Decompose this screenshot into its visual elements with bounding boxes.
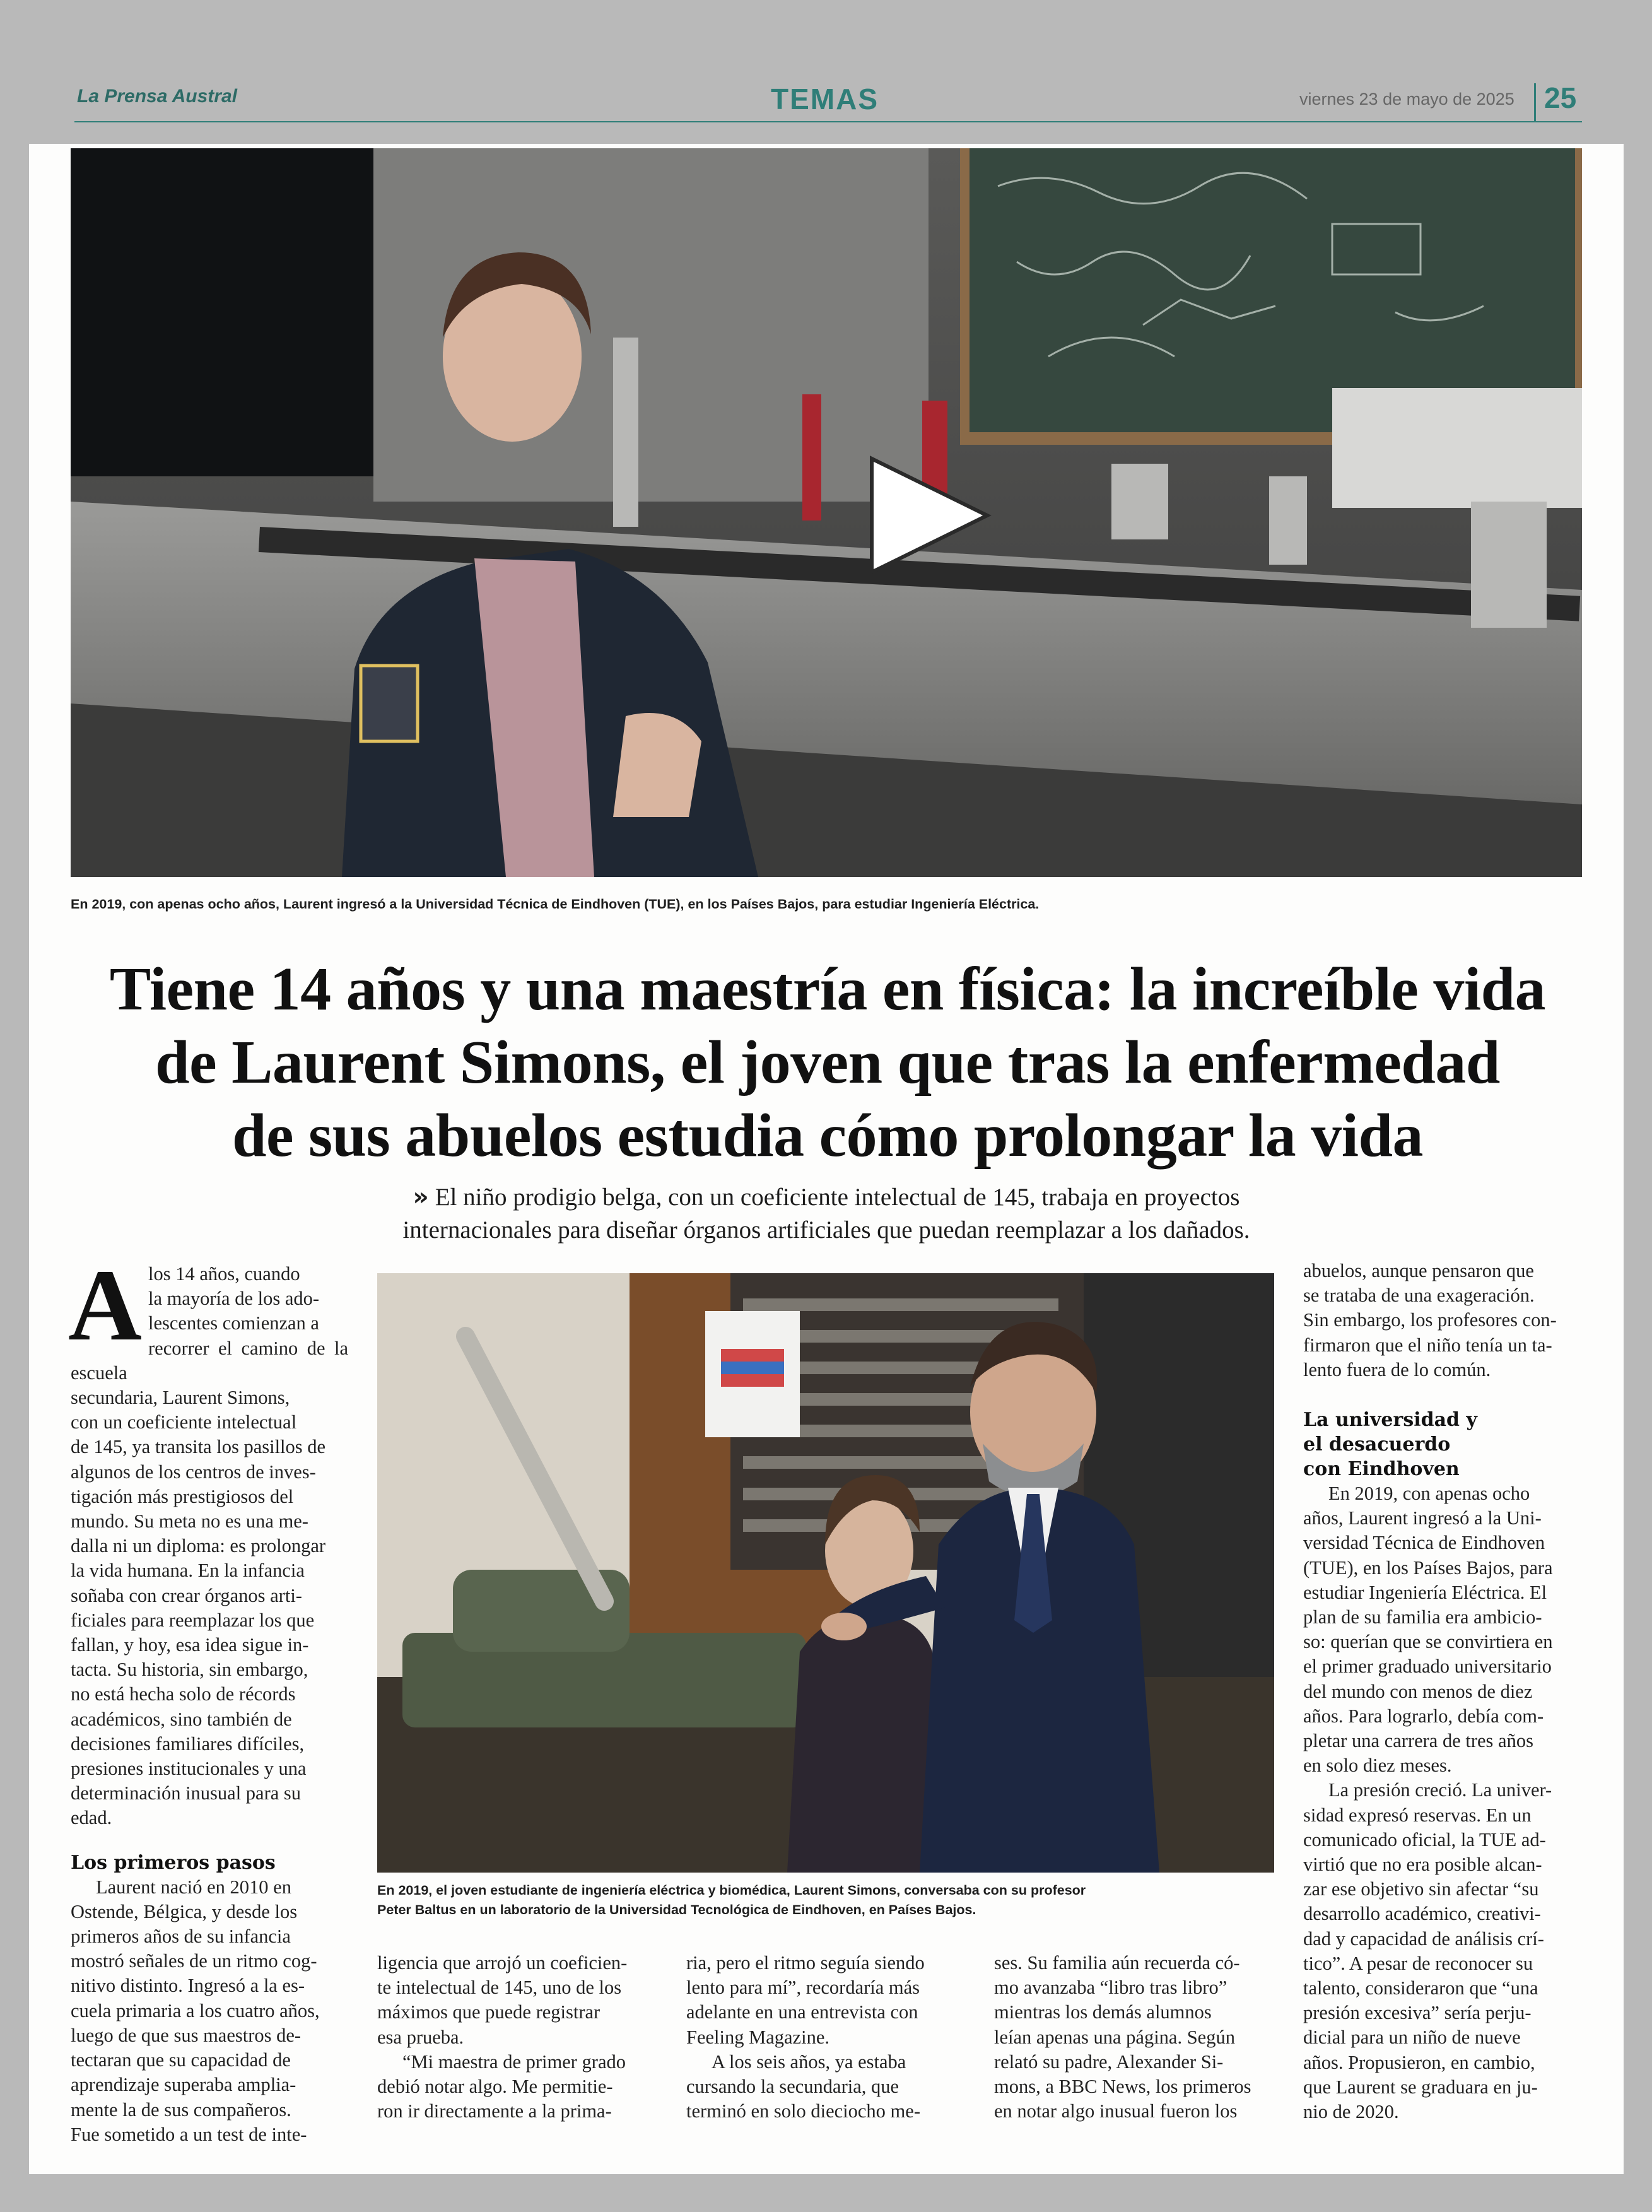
page-number: 25 (1544, 81, 1577, 114)
section-subtitle: Los primeros pasos (71, 1851, 276, 1874)
text-line: presión excesiva” sería perju- (1303, 2002, 1532, 2024)
text-line: Laurent nació en 2010 en (96, 1876, 291, 1898)
section-title: TEMAS (771, 83, 879, 115)
text-line: comunicado oficial, la TUE ad- (1303, 1828, 1546, 1850)
text-line: luego de que sus maestros de- (71, 2024, 302, 2046)
text-line: esa prueba. (377, 2026, 464, 2048)
text-line: leían apenas una página. Según (994, 2026, 1235, 2048)
text-line: debió notar algo. Me permitie- (377, 2076, 613, 2098)
text-line: mientras los demás alumnos (994, 2001, 1212, 2023)
text-line: tectaran que su capacidad de (71, 2049, 291, 2071)
article-column-5 (1303, 1259, 1585, 2124)
text-line: mons, a BBC News, los primeros (994, 2076, 1251, 2098)
text-line: años, Laurent ingresó a la Uni- (1303, 1507, 1542, 1529)
text-line: ligencia que arrojó un coeficien- (377, 1952, 628, 1974)
headline-line: de Laurent Simons, el joven que tras la enfermedad (155, 1028, 1500, 1097)
newspaper-name: La Prensa Austral (77, 86, 237, 107)
lead-photo[interactable] (71, 148, 1582, 877)
text-line: lento fuera de lo común. (1303, 1358, 1491, 1380)
professor-photo (377, 1273, 1274, 1873)
text-line: que Laurent se graduara en ju- (1303, 2076, 1538, 2098)
text-line: máximos que puede registrar (377, 2001, 600, 2023)
subheadline-line: internacionales para diseñar órganos artificiales que puedan reemplazar a los dañados. (402, 1216, 1250, 1244)
text-line: determinación inusual para su (71, 1782, 302, 1804)
text-line: ron ir directamente a la prima- (377, 2100, 612, 2122)
caption-line: En 2019, el joven estudiante de ingeniería eléctrica y biomédica, Laurent Simons, conversaba con su profesor (377, 1883, 1086, 1898)
text-line: terminó en solo dieciocho me- (686, 2100, 920, 2122)
caption-line: Peter Baltus en un laboratorio de la Universidad Tecnológica de Eindhoven, en Países Bajos. (377, 1902, 976, 1917)
text-line: firmaron que el niño tenía un ta- (1303, 1334, 1552, 1356)
text-line: el primer graduado universitario (1303, 1656, 1552, 1678)
headline (71, 953, 1585, 1172)
subtitle-line: La universidad y (1303, 1409, 1477, 1432)
article-column-1 (68, 1249, 348, 2147)
article-column-4 (994, 1951, 1277, 2124)
text-line: estudiar Ingeniería Eléctrica. El (1303, 1581, 1547, 1603)
subtitle-line: el desacuerdo (1303, 1433, 1451, 1456)
headline-line: de sus abuelos estudia cómo prolongar la vida (232, 1102, 1423, 1170)
text-line: pletar una carrera de tres años (1303, 1730, 1533, 1752)
text-line: “Mi maestra de primer grado (402, 2050, 626, 2073)
headline-line: Tiene 14 años y una maestría en física: la increíble vida (109, 955, 1546, 1023)
text-line: Ostende, Bélgica, y desde los (71, 1900, 298, 1922)
header-separator (1534, 83, 1536, 121)
text-line: secundaria, Laurent Simons, (71, 1387, 290, 1409)
text-line: mente la de sus compañeros. (71, 2098, 291, 2121)
header-rule (74, 121, 1582, 122)
text-line: edad. (71, 1807, 112, 1829)
text-line: lescentes comienzan a (148, 1312, 319, 1334)
text-line: tico”. A pesar de reconocer su (1303, 1952, 1533, 1974)
text-line: dad y capacidad de análisis crí- (1303, 1927, 1544, 1950)
text-line: tigación más prestigiosos del (71, 1485, 294, 1507)
text-line: no está hecha solo de récords (71, 1683, 296, 1705)
text-line: La presión creció. La univer- (1328, 1779, 1552, 1801)
text-line: tacta. Su historia, sin embargo, (71, 1659, 308, 1681)
text-line: con un coeficiente intelectual (71, 1411, 297, 1433)
text-line: nitivo distinto. Ingresó a la es- (71, 1975, 305, 1997)
text-line: mundo. Su meta no es una me- (71, 1510, 308, 1533)
text-line: académicos, sino también de (71, 1708, 292, 1730)
text-line: Fue sometido a un test de inte- (71, 2123, 307, 2145)
text-line: dicial para un niño de nueve (1303, 2027, 1521, 2049)
paragraph (71, 1875, 348, 2147)
text-line: presiones institucionales y una (71, 1758, 307, 1780)
publication-date: viernes 23 de mayo de 2025 (1299, 90, 1514, 109)
text-line: fallan, y hoy, esa idea sigue in- (71, 1634, 309, 1656)
text-line: algunos de los centros de inves- (71, 1461, 316, 1483)
text-line: dalla ni un diploma: es prolongar (71, 1535, 326, 1557)
text-line: talento, consideraron que “una (1303, 1977, 1538, 1999)
text-line: cuela primaria a los cuatro años, (71, 1999, 320, 2021)
text-line: plan de su familia era ambicio- (1303, 1606, 1542, 1628)
text-line: recorrer el camino de la escuela (71, 1337, 348, 1384)
text-line: años. Para lograrlo, debía com- (1303, 1705, 1544, 1727)
subheadline-line: El niño prodigio belga, con un coeficiente intelectual de 145, trabaja en proyectos (435, 1184, 1240, 1211)
text-line: Feeling Magazine. (686, 2026, 829, 2048)
article-column-2 (377, 1951, 660, 2124)
text-line: la vida humana. En la infancia (71, 1560, 305, 1582)
text-line: desarrollo académico, creativi- (1303, 1903, 1541, 1925)
professor-photo-caption (377, 1881, 1286, 1920)
text-line: aprendizaje superaba amplia- (71, 2074, 296, 2096)
text-line: zar ese objetivo sin afectar “su (1303, 1878, 1539, 1900)
text-line: mo avanzaba “libro tras libro” (994, 1977, 1227, 1999)
text-line: la mayoría de los ado- (148, 1288, 320, 1310)
text-line: decisiones familiares difíciles, (71, 1733, 305, 1755)
lab-scene-illustration (71, 148, 1582, 877)
section-subtitle (1303, 1408, 1585, 1481)
text-line: soñaba con crear órganos arti- (71, 1584, 302, 1606)
text-line: relató su padre, Alexander Si- (994, 2050, 1224, 2073)
subheadline (278, 1181, 1375, 1247)
text-line: los 14 años, cuando (148, 1263, 300, 1285)
text-line: En 2019, con apenas ocho (1328, 1483, 1530, 1505)
text-line: en notar algo inusual fueron los (994, 2100, 1238, 2122)
text-line: años. Propusieron, en cambio, (1303, 2051, 1535, 2073)
text-line: ses. Su familia aún recuerda có- (994, 1952, 1240, 1974)
text-line: en solo diez meses. (1303, 1755, 1452, 1777)
text-line: ria, pero el ritmo seguía siendo (686, 1952, 925, 1974)
text-line: abuelos, aunque pensaron que (1303, 1260, 1534, 1281)
double-chevron-icon: » (413, 1183, 429, 1211)
text-line: lento para mí”, recordaría más (686, 1977, 920, 1999)
play-icon[interactable] (864, 456, 993, 575)
text-line: de 145, ya transita los pasillos de (71, 1436, 326, 1458)
text-line: so: querían que se convirtiera en (1303, 1631, 1553, 1653)
text-line: cursando la secundaria, que (686, 2076, 899, 2098)
text-line: ficiales para reemplazar los que (71, 1609, 315, 1631)
text-line: virtió que no era posible alcan- (1303, 1854, 1542, 1876)
text-line: mostró señales de un ritmo cog- (71, 1950, 317, 1972)
drop-cap: A (68, 1249, 142, 1362)
text-line: del mundo con menos de diez (1303, 1680, 1533, 1702)
text-line: nio de 2020. (1303, 2101, 1399, 2123)
text-line: te intelectual de 145, uno de los (377, 1977, 622, 1999)
text-line: se trataba de una exageración. (1303, 1285, 1535, 1307)
text-line: versidad Técnica de Eindhoven (1303, 1532, 1545, 1554)
article-column-3 (686, 1951, 969, 2124)
text-line: A los seis años, ya estaba (712, 2050, 906, 2073)
text-line: Sin embargo, los profesores con- (1303, 1309, 1557, 1331)
subtitle-line: con Eindhoven (1303, 1458, 1460, 1481)
text-line: adelante en una entrevista con (686, 2001, 918, 2023)
text-line: (TUE), en los Países Bajos, para (1303, 1556, 1553, 1579)
lead-photo-caption: En 2019, con apenas ocho años, Laurent ingresó a la Universidad Técnica de Eindhoven (TUE), en los Países Bajos, para estudiar Ingeniería Eléctrica. (71, 897, 1040, 912)
text-line: sidad expresó reservas. En un (1303, 1804, 1532, 1826)
text-line: primeros años de su infancia (71, 1926, 291, 1948)
workshop-scene-illustration (377, 1273, 1274, 1873)
